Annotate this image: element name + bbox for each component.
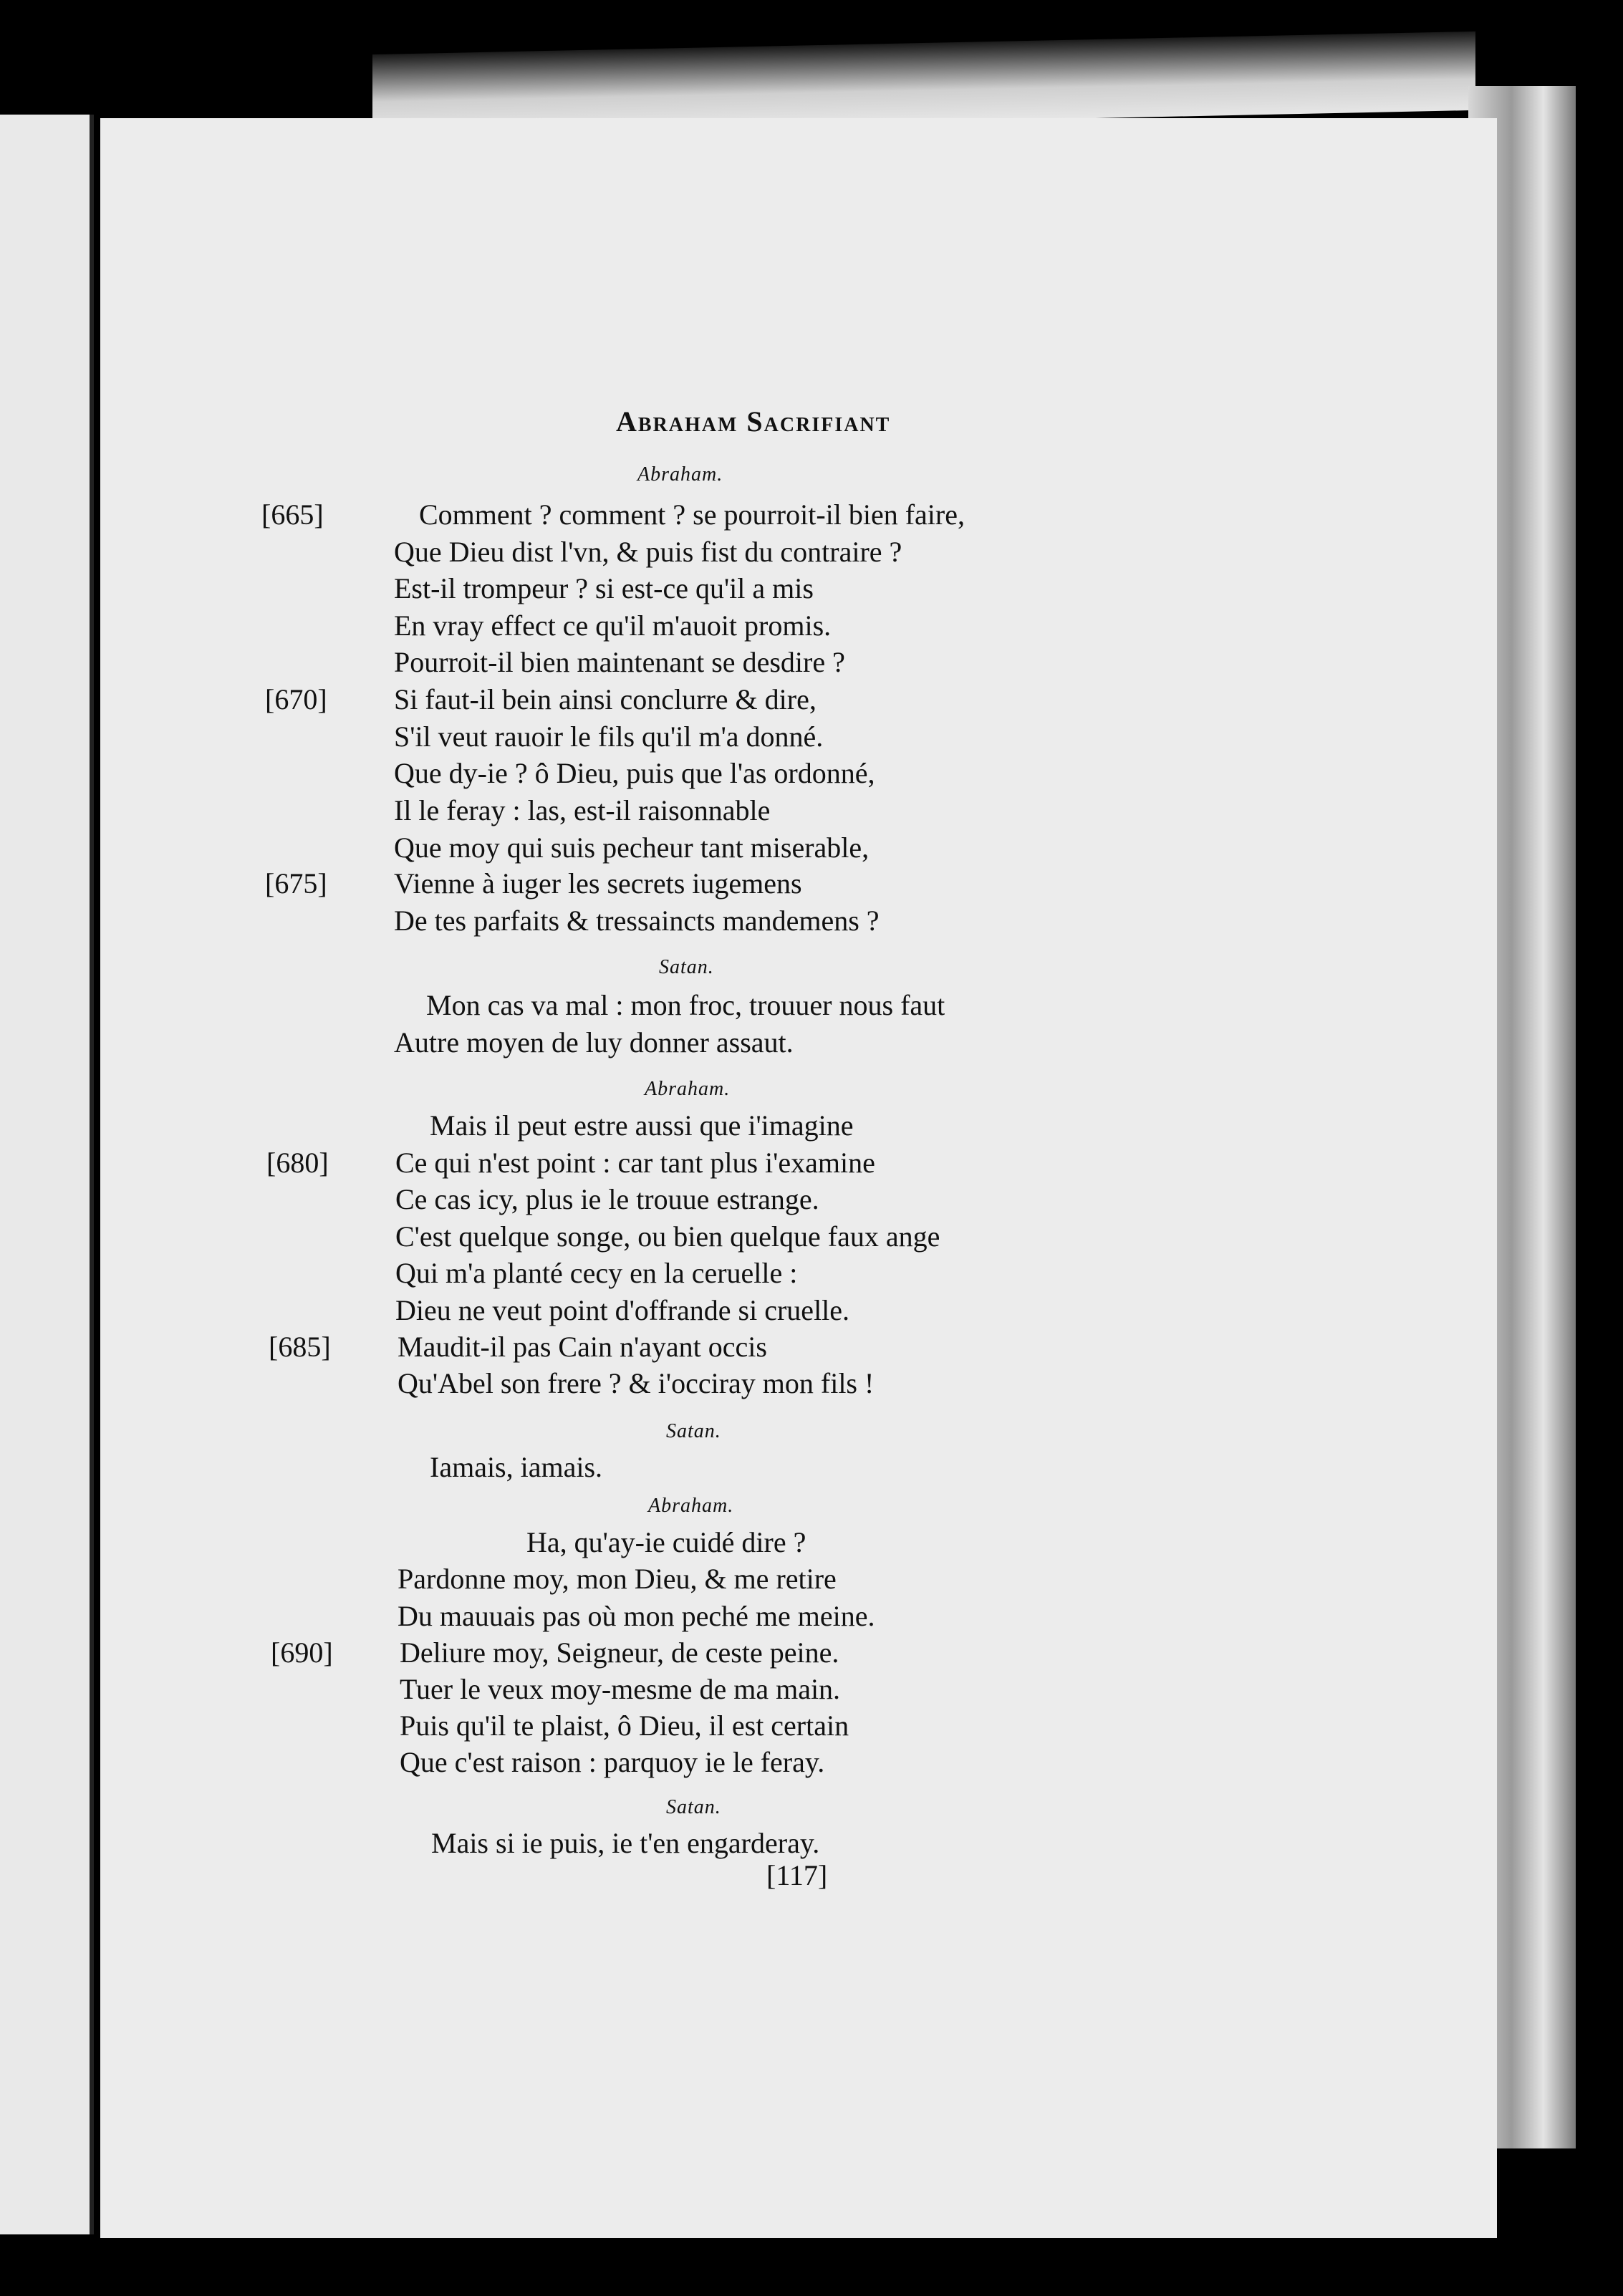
verse-line: Mais si ie puis, ie t'en engarderay.: [431, 1827, 820, 1859]
verse-line: Si faut-il bein ainsi conclurre & dire,: [394, 683, 817, 715]
verse-line: Mon cas va mal : mon froc, trouuer nous faut: [426, 989, 945, 1021]
verse-line: Qui m'a planté cecy en la ceruelle :: [395, 1257, 798, 1289]
verse-line: Il le feray : las, est-il raisonnable: [394, 794, 771, 826]
verse-line: Est-il trompeur ? si est-ce qu'il a mis: [394, 572, 814, 604]
speaker-label: Abraham.: [648, 1495, 734, 1517]
verse-line: Vienne à iuger les secrets iugemens: [394, 867, 802, 899]
speaker-label: Abraham.: [637, 463, 723, 486]
line-number: [680]: [266, 1147, 329, 1179]
speaker-label: Satan.: [666, 1796, 721, 1818]
verse-line: En vray effect ce qu'il m'auoit promis.: [394, 609, 832, 642]
verse-line: Pourroit-il bien maintenant se desdire ?: [394, 646, 845, 678]
verse-line: Que c'est raison : parquoy ie le feray.: [400, 1746, 825, 1778]
verse-line: Mais il peut estre aussi que i'imagine: [430, 1109, 854, 1142]
line-number: [685]: [269, 1331, 331, 1363]
verse-line: Que moy qui suis pecheur tant miserable,: [394, 831, 870, 864]
verse-line: Qu'Abel son frere ? & i'occiray mon fils !: [398, 1367, 875, 1399]
verse-line: Du mauuais pas où mon peché me meine.: [398, 1600, 875, 1632]
page-number: [117]: [766, 1859, 828, 1891]
speaker-label: Satan.: [666, 1420, 721, 1442]
verse-line: Tuer le veux moy-mesme de ma main.: [400, 1673, 841, 1705]
line-number: [665]: [261, 498, 324, 531]
verse-line: Dieu ne veut point d'offrande si cruelle.: [395, 1294, 850, 1326]
verse-line: De tes parfaits & tressaincts mandemens ?: [394, 905, 880, 937]
verse-line: Deliure moy, Seigneur, de ceste peine.: [400, 1636, 839, 1669]
verse-line: Puis qu'il te plaist, ô Dieu, il est certain: [400, 1709, 849, 1742]
verse-line: Que Dieu dist l'vn, & puis fist du contraire ?: [394, 536, 902, 568]
verse-line: Que dy-ie ? ô Dieu, puis que l'as ordonné,: [394, 757, 875, 789]
verse-line: C'est quelque songe, ou bien quelque faux ange: [395, 1220, 940, 1253]
speaker-label: Satan.: [659, 956, 714, 978]
verse-line: Pardonne moy, mon Dieu, & me retire: [398, 1563, 837, 1595]
verse-line: Ha, qu'ay-ie cuidé dire ?: [526, 1526, 806, 1558]
verse-line: Iamais, iamais.: [430, 1451, 603, 1483]
verse-line: Autre moyen de luy donner assaut.: [394, 1026, 794, 1058]
verse-line: Ce cas icy, plus ie le trouue estrange.: [395, 1183, 819, 1215]
line-number: [690]: [271, 1636, 333, 1669]
verse-line: Maudit-il pas Cain n'ayant occis: [398, 1331, 767, 1363]
speaker-label: Abraham.: [645, 1078, 731, 1100]
left-page-edge: [0, 115, 94, 2234]
verse-line: S'il veut rauoir le fils qu'il m'a donné.: [394, 720, 824, 753]
line-number: [670]: [265, 683, 327, 715]
book-page: [100, 118, 1497, 2238]
verse-line: Ce qui n'est point : car tant plus i'examine: [395, 1147, 875, 1179]
running-head: Abraham Sacrifiant: [616, 405, 891, 438]
line-number: [675]: [265, 867, 327, 899]
verse-line: Comment ? comment ? se pourroit-il bien faire,: [419, 498, 965, 531]
